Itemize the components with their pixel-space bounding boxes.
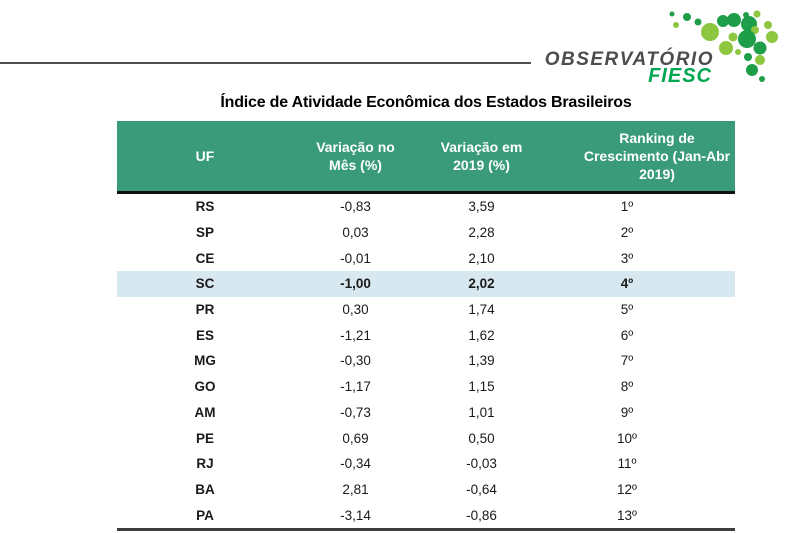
ranking-cell: 9º	[620, 404, 634, 420]
ranking-cell: 5º	[620, 302, 634, 318]
brazil-dots-icon	[663, 3, 778, 87]
table-row	[117, 451, 735, 477]
observatorio-wordmark: OBSERVATÓRIO	[544, 49, 714, 70]
header-cell-variation-2019	[432, 138, 532, 174]
ranking-cell: 12º	[617, 481, 637, 497]
variation-2019-cell: 0,50	[468, 430, 495, 446]
fiesc-brand: FIESC	[648, 65, 712, 87]
uf-cell: SP	[195, 225, 214, 241]
variation-month-cell: -3,14	[340, 507, 371, 523]
table-row	[117, 502, 735, 528]
uf-cell: AM	[194, 404, 216, 420]
ranking-cell: 3º	[620, 250, 634, 266]
header-cell-uf-label: UF	[195, 147, 215, 164]
header-cell-ranking	[548, 129, 732, 184]
variation-month-cell: -1,17	[340, 379, 371, 395]
uf-cell: PE	[195, 430, 214, 446]
variation-month-cell: -1,00	[340, 276, 371, 292]
variation-month-cell: -0,83	[340, 199, 371, 215]
uf-cell: RS	[195, 199, 215, 215]
uf-cell: GO	[194, 379, 216, 395]
ranking-cell: 2º	[620, 225, 634, 241]
variation-2019-cell: 2,02	[468, 276, 495, 292]
table-header-row	[117, 121, 735, 194]
variation-month-cell: 0,30	[342, 302, 369, 318]
variation-month-cell: 2,81	[342, 481, 369, 497]
table-row	[117, 194, 735, 220]
variation-2019-cell: 1,39	[468, 353, 495, 369]
economic-activity-table	[117, 94, 735, 531]
table-row	[117, 322, 735, 348]
variation-month-cell: -0,73	[340, 404, 371, 420]
ranking-cell: 1º	[620, 199, 634, 215]
ranking-cell: 10º	[617, 430, 637, 446]
table-row	[117, 425, 735, 451]
header-cell-variation-month-label: Variação no Mês (%)	[316, 138, 395, 173]
variation-2019-cell: 2,10	[468, 250, 495, 266]
uf-cell: PA	[196, 507, 214, 523]
table-row	[117, 374, 735, 400]
ranking-cell: 11º	[617, 456, 637, 472]
header-cell-uf	[196, 147, 215, 165]
table-row	[117, 477, 735, 503]
ranking-cell: 13º	[617, 507, 637, 523]
table-row	[117, 297, 735, 323]
variation-2019-cell: -0,86	[466, 507, 497, 523]
uf-cell: BA	[195, 481, 215, 497]
variation-2019-cell: 2,28	[468, 225, 495, 241]
uf-cell: MG	[194, 353, 216, 369]
ranking-cell: 4º	[620, 276, 634, 292]
uf-cell: SC	[195, 276, 215, 292]
uf-cell: RJ	[196, 456, 214, 472]
header-cell-variation-2019-label: Variação em 2019 (%)	[440, 138, 523, 173]
variation-month-cell: -0,30	[340, 353, 371, 369]
variation-month-cell: -0,34	[340, 456, 371, 472]
table-title: Índice de Atividade Econômica dos Estados Brasileiros	[220, 94, 632, 111]
variation-2019-cell: -0,03	[466, 456, 497, 472]
table-body	[117, 194, 735, 531]
uf-cell: CE	[195, 250, 215, 266]
ranking-cell: 6º	[620, 327, 634, 343]
variation-month-cell: -1,21	[340, 327, 371, 343]
header-cell-variation-month	[306, 138, 406, 174]
ranking-cell: 8º	[620, 379, 634, 395]
uf-cell: ES	[195, 327, 214, 343]
variation-2019-cell: -0,64	[466, 481, 497, 497]
header-cell-ranking-label: Ranking de Crescimento (Jan-Abr 2019)	[583, 129, 731, 183]
table-row	[117, 348, 735, 374]
ranking-cell: 7º	[620, 353, 634, 369]
variation-2019-cell: 3,59	[468, 199, 495, 215]
variation-month-cell: 0,69	[342, 430, 369, 446]
variation-2019-cell: 1,15	[468, 379, 495, 395]
variation-2019-cell: 1,74	[468, 302, 495, 318]
variation-month-cell: 0,03	[342, 225, 369, 241]
table-row	[117, 271, 735, 297]
table-row	[117, 245, 735, 271]
variation-month-cell: -0,01	[340, 250, 371, 266]
table-row	[117, 220, 735, 246]
variation-2019-cell: 1,01	[468, 404, 495, 420]
uf-cell: PR	[195, 302, 215, 318]
header-rule	[0, 62, 531, 64]
variation-2019-cell: 1,62	[468, 327, 495, 343]
table-row	[117, 400, 735, 426]
